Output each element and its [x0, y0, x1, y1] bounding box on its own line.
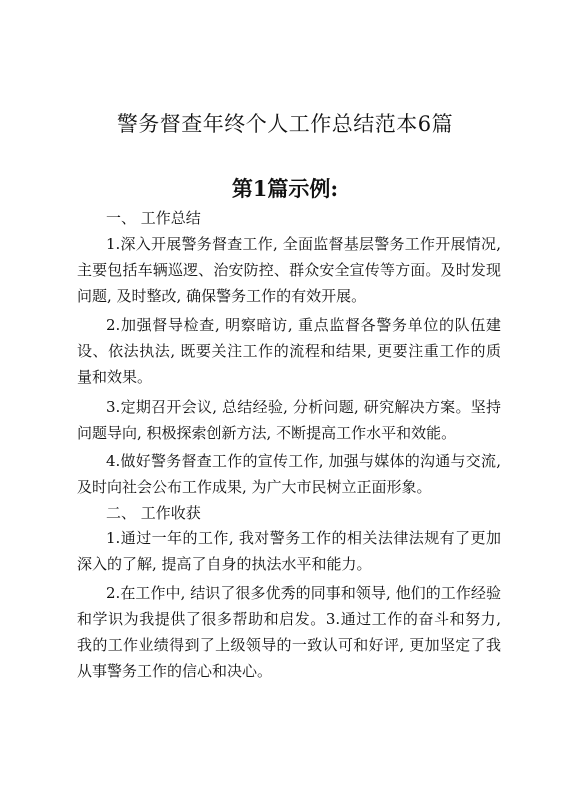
section-heading-1: 一、 工作总结	[106, 209, 201, 227]
section-heading-2: 二、 工作收获	[106, 504, 201, 522]
paragraph-1-4: 4.做好警务督查工作的宣传工作, 加强与媒体的沟通与交流, 及时向社会公布工作成果, 为广大市民树立正面形象。	[77, 452, 501, 496]
document-subtitle: 第1篇示例:	[231, 176, 339, 201]
paragraph-1-2: 2.加强督导检查, 明察暗访, 重点监督各警务单位的队伍建设、依法执法, 既要关注工作的流程和结果, 更要注重工作的质量和效果。	[77, 316, 501, 386]
paragraph-1-1: 1.深入开展警务督查工作, 全面监督基层警务工作开展情况, 主要包括车辆巡逻、治安防控、群众安全宣传等方面。及时发现问题, 及时整改, 确保警务工作的有效开展。	[77, 235, 501, 305]
paragraph-1-3: 3.定期召开会议, 总结经验, 分析问题, 研究解决方案。坚持问题导向, 积极探索创新方法, 不断提高工作水平和效能。	[77, 398, 501, 442]
document-title: 警务督查年终个人工作总结范本6篇	[116, 112, 454, 136]
paragraph-2-1: 1.通过一年的工作, 我对警务工作的相关法律法规有了更加深入的了解, 提高了自身的执法水平和能力。	[77, 529, 501, 573]
paragraph-2-2: 2.在工作中, 结识了很多优秀的同事和领导, 他们的工作经验和学识为我提供了很多帮助和启发。3.通过工作的奋斗和努力, 我的工作业绩得到了上级领导的一致认可和好评, 更加坚定了我从事警务工作的信心和决心。	[77, 584, 501, 680]
